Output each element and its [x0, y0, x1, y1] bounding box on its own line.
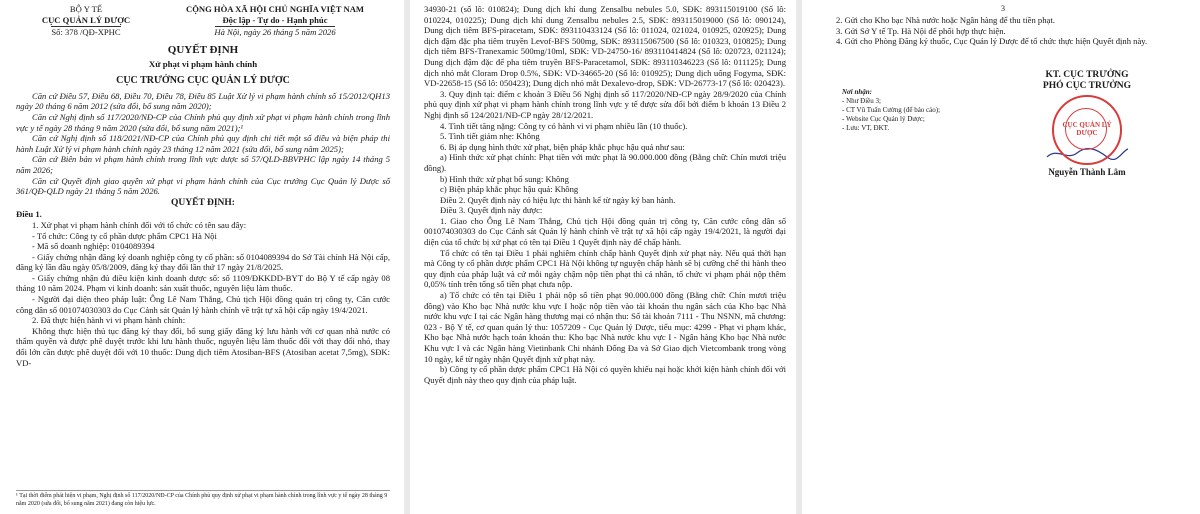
legal-basis: Căn cứ Nghị định số 117/2020/NĐ-CP của Chính phủ quy định xử phạt vi phạm hành chính trong lĩnh vực y tế ngày 28 tháng 9 năm 2020 (sửa đổi, bổ sung năm 2021);¹: [16, 111, 390, 133]
body-paragraph: - Giấy chứng nhận đủ điều kiện kinh doanh dược số: số 1109/ĐKKDD-BYT do Bộ Y tế cấp ngày 08 tháng 10 năm 2024. Phạm vi kinh doanh: sản xuất thuốc, nguyên liệu làm thuốc.: [16, 272, 390, 294]
body-paragraph: b) Hình thức xử phạt bổ sung: Không: [440, 173, 569, 184]
issue-date: Hà Nội, ngày 26 tháng 5 năm 2026: [214, 27, 336, 38]
document-page-3: [802, 0, 1200, 514]
body-paragraph: 5. Tình tiết giảm nhẹ: Không: [440, 131, 540, 142]
recipients-title: Nơi nhận:: [842, 88, 873, 96]
country-name: CỘNG HÒA XÃ HỘI CHỦ NGHĨA VIỆT NAM: [185, 4, 365, 14]
body-paragraph: Tổ chức có tên tại Điều 1 phải nghiêm chỉnh chấp hành Quyết định xử phạt này. Nếu quá thời hạn mà Công ty cổ phần dược phẩm CPC1 Hà Nội không tự nguyện chấp hành sẽ bị cưỡng chế thi hành theo quy định của pháp luật và cứ mỗi ngày chậm nộp tiền phạt thì cá nhân, tổ chức vi phạm phải nộp thêm 0,05% tính trên tổng số tiền phạt chưa nộp.: [424, 247, 786, 290]
footnote: ¹ Tại thời điểm phát hiện vi phạm, Nghị định số 117/2020/NĐ-CP của Chính phủ quy định xử phạt vi phạm hành chính trong lĩnh vực y tế ngày 28 tháng 9 năm 2020 (sửa đổi, bổ sung năm 2021) đang còn hiệu lực.: [16, 490, 390, 508]
recipient-item: - Như Điều 3;: [842, 97, 881, 105]
body-paragraph: 1. Giao cho Ông Lê Nam Thắng, Chủ tịch Hội đồng quản trị công ty, Căn cước công dân số 001074030303 do Cục Cảnh sát Quản lý hành chính về trật tự xã hội cấp ngày 19/4/2021, là người đại diện của tổ chức bị xử phạt có tên tại Điều 1 Quyết định này để chấp hành.: [424, 215, 786, 248]
agency-name: CỤC QUẢN LÝ DƯỢC: [41, 14, 131, 25]
decide-heading: QUYẾT ĐỊNH:: [171, 197, 235, 208]
page-number: 3: [1001, 4, 1005, 13]
sign-title-2: PHÓ CỤC TRƯỞNG: [1042, 80, 1132, 91]
signer-name: Nguyễn Thành Lâm: [1048, 167, 1126, 178]
body-paragraph: b) Công ty cổ phần dược phẩm CPC1 Hà Nội có quyền khiếu nại hoặc khởi kiện hành chính đối với Quyết định này theo quy định của pháp luật.: [424, 364, 786, 385]
signature-block: [1002, 70, 1172, 178]
document-page-2: [410, 0, 796, 514]
recipient-item: - Website Cục Quản lý Dược;: [842, 115, 925, 123]
recipient-item: - Lưu: VT, ĐKT.: [842, 124, 890, 132]
body-paragraph: - Tổ chức: Công ty cổ phần dược phẩm CPC1 Hà Nội: [32, 230, 217, 241]
recipients-block: [842, 88, 1012, 133]
ministry-name: BỘ Y TẾ: [69, 4, 103, 14]
national-motto: Độc lập - Tự do - Hạnh phúc: [222, 14, 328, 25]
body-paragraph: a) Tổ chức có tên tại Điều 1 phải nộp số tiền phạt 90.000.000 đồng (Bằng chữ: Chín mươi triệu đồng) vào Kho bạc Nhà nước khu vực I hoặc nộp tiền vào tài khoản thu ngân sách của Kho bạc Nhà nước khu vực I tại các Ngân hàng thương mại có nhận thu: Số tài khoản 7111 - Thu NSNN, mã chương: 023 - Bộ Y tế, cơ quan quản lý thu: 1057209 - Cục Quản lý Dược, tiểu mục: 4299 - Phạt vi phạm khác, Kho bạc Nhà nước hạch toán khoản thu: Kho bạc Nhà nước khu vực I - Ngân hàng Kho bạc Nhà nước Khu vực I và các Ngân hàng Vietinbank Chi nhánh Đống Đa và Sở Giao dịch Vietcombank trong vòng 10 ngày, kể từ ngày nhận Quyết định xử phạt này.: [424, 290, 786, 364]
legal-basis: Căn cứ Điều 57, Điều 68, Điều 70, Điều 78, Điều 85 Luật Xử lý vi phạm hành chính số 15/2012/QH13 ngày 20 tháng 6 năm 2012 (sửa đổi, bổ sung năm 2020);: [16, 90, 390, 112]
document-number: Số: 378 /QĐ-XPHC: [51, 27, 121, 38]
body-paragraph: 4. Tình tiết tăng nặng: Công ty có hành vi vi phạm nhiều lần (10 thuốc).: [440, 120, 688, 131]
body-paragraph: 2. Đã thực hiện hành vi vi phạm hành chính:: [32, 315, 186, 326]
body-paragraph: a) Hình thức xử phạt chính: Phạt tiền với mức phạt là 90.000.000 đồng (Bằng chữ: Chín mươi triệu đồng).: [424, 152, 786, 173]
body-paragraph: 1. Xử phạt vi phạm hành chính đối với tổ chức có tên sau đây:: [32, 219, 247, 230]
body-paragraph: c) Biện pháp khắc phục hậu quả: Không: [440, 184, 579, 195]
body-paragraph: - Mã số doanh nghiệp: 0104089394: [32, 241, 155, 252]
legal-basis: Căn cứ Biên bản vi phạm hành chính trong lĩnh vực dược số 57/QLD-BBVPHC lập ngày 14 tháng 5 năm 2026;: [16, 154, 390, 175]
body-paragraph: 3. Gửi Sở Y tế Tp. Hà Nội để phối hợp thực hiện.: [836, 25, 1006, 36]
legal-basis: Căn cứ Quyết định giao quyền xử phạt vi phạm hành chính của Cục trưởng Cục Quản lý Dược số 361/QĐ-QLD ngày 21 tháng 5 năm 2026.: [16, 175, 390, 197]
official-stamp-icon: [1052, 95, 1122, 165]
legal-basis: Căn cứ Nghị định số 118/2021/NĐ-CP của Chính phủ quy định chi tiết một số điều và biện pháp thi hành Luật Xử lý vi phạm hành chính ngày 23 tháng 12 năm 2021 (sửa đổi, bổ sung năm 2025);: [16, 133, 390, 154]
document-header: [16, 4, 390, 38]
article-3: Điều 3. Quyết định này được:: [440, 205, 543, 216]
article-1-heading: Điều 1.: [16, 209, 42, 220]
body-paragraph: - Giấy chứng nhận đăng ký doanh nghiệp công ty cổ phần: số 0104089394 do Sở Tài chính Hà Nội cấp, đăng ký lần đầu ngày 05/8/2009, đăng ký thay đổi lần thứ 17 ngày 21/8/2025.: [16, 251, 390, 273]
body-paragraph: Không thực hiện thủ tục đăng ký thay đổi, bổ sung giấy đăng ký lưu hành với cơ quan nhà nước có thẩm quyền và được phê duyệt trước khi lưu hành thuốc, nguyên liệu làm thuốc đối với thay đổi nhỏ, thay đổi lớn cần được phê duyệt đối với 10 thuốc: Dung dịch tiêm Atosiban-BFS (Atosiban acetat 7,5mg), SĐK: VD-: [16, 325, 390, 368]
issuing-authority: CỤC TRƯỞNG CỤC QUẢN LÝ DƯỢC: [116, 74, 290, 86]
body-paragraph: 2. Gửi cho Kho bạc Nhà nước hoặc Ngân hàng để thu tiền phạt.: [836, 15, 1055, 25]
recipient-item: - CT Vũ Tuấn Cường (để báo cáo);: [842, 106, 941, 114]
body-paragraph: 6. Bị áp dụng hình thức xử phạt, biện pháp khắc phục hậu quả như sau:: [440, 141, 685, 152]
body-paragraph: - Người đại diện theo pháp luật: Ông Lê Nam Thắng, Chủ tịch Hội đồng quản trị công ty, Căn cước công dân số 001074030303 do Cục Cảnh sát Quản lý hành chính về trật tự xã hội cấp ngày 19/4/2021.: [16, 294, 390, 315]
sign-title-1: KT. CỤC TRƯỞNG: [1045, 70, 1129, 80]
decision-subtitle: Xử phạt vi phạm hành chính: [148, 58, 258, 69]
document-page-1: [0, 0, 404, 514]
stamp-text: CỤC QUẢN LÝ DƯỢC: [1062, 121, 1112, 138]
body-paragraph: 4. Gửi cho Phòng Đăng ký thuốc, Cục Quản lý Dược để tổ chức thực hiện Quyết định này.: [836, 36, 1148, 47]
body-paragraph: 34930-21 (số lô: 010824); Dung dịch khí dung Zensalbu nebules 5.0, SĐK: 893115019100 (Số lô: 010224, 010225); Dung dịch khí dung Zensalbu nebules 2.5, SĐK: 893115019000 (Số lô: 090124), Dung dịch tiêm BFS-piracetam, SĐK: 893110433124 (Số lô: 011024, 021024, 010925, 020925); Dung dịch đậm đặc pha tiêm truyền Levof-BFS 500mg, SĐK: 893115067500 (Số lô: 010323, 010825); Dung dịch tiêm BFS-Tranexamic 500mg/10ml, SĐK: VD-24750-16/ 893110414824 (Số lô: 020723, 021124); Dung dịch đậm đặc để pha tiêm truyền BFS-Paracetamol, SĐK: 893110346223 (Số lô: 011125); Dung dịch nhỏ mắt Cloram Drop 0.5%, SĐK: VD-34665-20 (Số lô: 010925); Dung dịch uống Fogyma, SĐK: VD-22658-15 (Số lô: 050423); Dung dịch nhỏ mắt Dexalevo-drop, SĐK: VD-26773-17 (Số lô: 020423).: [424, 4, 786, 89]
body-paragraph: 3. Quy định tại: điểm c khoản 3 Điều 56 Nghị định số 117/2020/NĐ-CP ngày 28/9/2020 của Chính phủ quy định xử phạt vi phạm hành chính trong lĩnh vực y tế được sửa đổi bởi điểm b khoản 13 Điều 2 Nghị định số 124/2021/NĐ-CP ngày 28/12/2021.: [424, 88, 786, 120]
article-2: Điều 2. Quyết định này có hiệu lực thi hành kể từ ngày ký ban hành.: [440, 194, 676, 205]
decision-title: QUYẾT ĐỊNH: [167, 43, 239, 56]
